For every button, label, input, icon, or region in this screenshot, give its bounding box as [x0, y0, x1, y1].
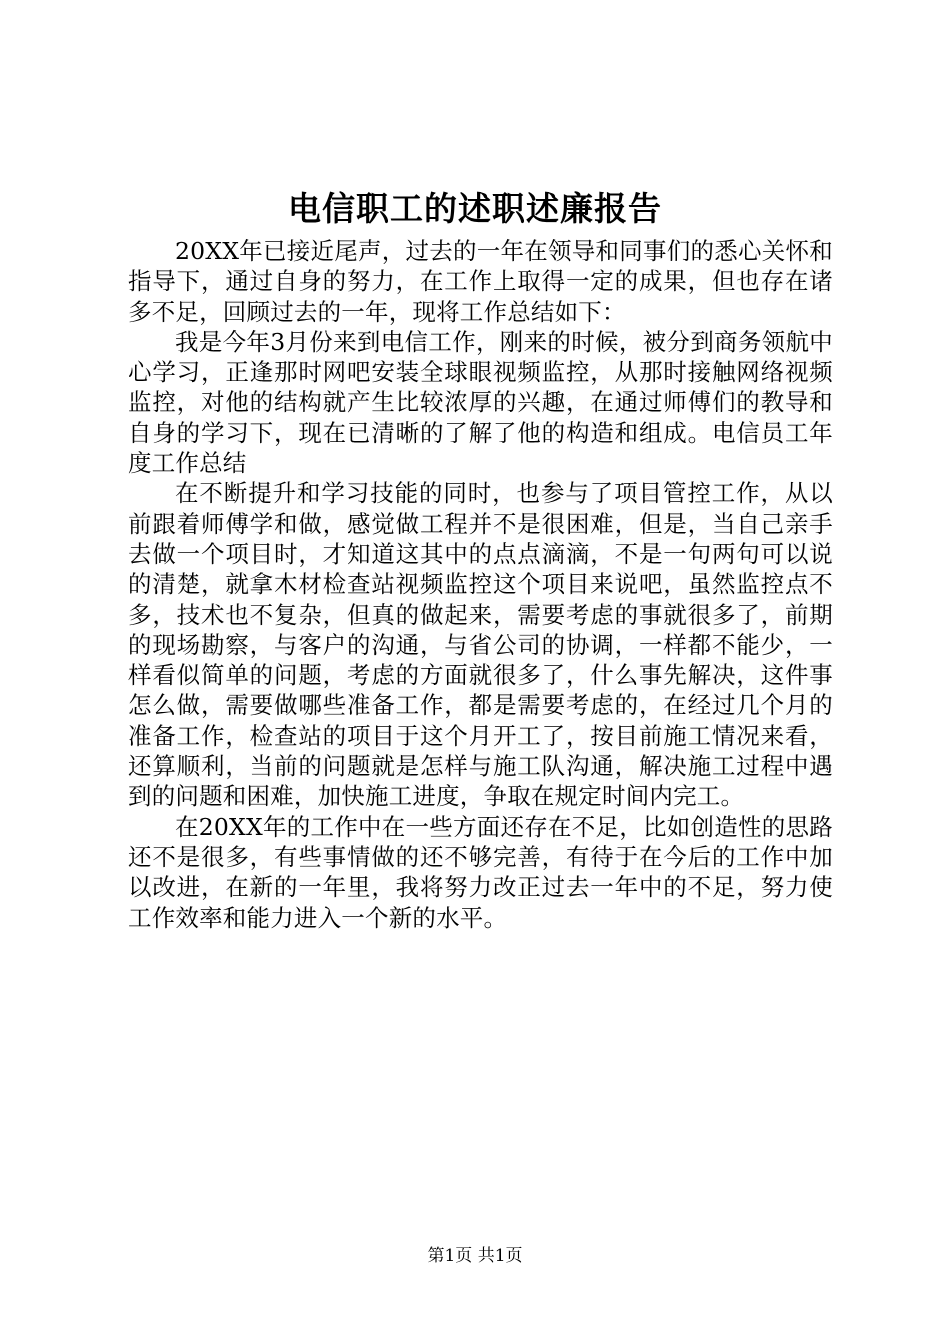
page-footer: 第1页 共1页 [427, 1246, 523, 1266]
page-title: 电信职工的述职述廉报告 [288, 189, 662, 228]
paragraph-intro: 20XX年已接近尾声，过去的一年在领导和同事们的悉心关怀和指导下，通过自身的努力，在工作上取得一定的成果，但也存在诸多不足，回顾过去的一年，现将工作总结如下： [128, 237, 833, 326]
paragraph-background: 我是今年3月份来到电信工作，刚来的时候，被分到商务领航中心学习，正逢那时网吧安装全球眼视频监控，从那时接触网络视频监控，对他的结构就产生比较浓厚的兴趣，在通过师傅们的教导和自身的学习下，现在已清晰的了解了他的构造和组成。电信员工年度工作总结 [128, 327, 833, 478]
document-body [128, 236, 833, 933]
paragraph-project-work: 在不断提升和学习技能的同时，也参与了项目管控工作，从以前跟着师傅学和做，感觉做工程并不是很困难，但是，当自己亲手去做一个项目时，才知道这其中的点点滴滴，不是一句两句可以说的清楚，就拿木材检查站视频监控这个项目来说吧，虽然监控点不多，技术也不复杂，但真的做起来，需要考虑的事就很多了，前期的现场勘察，与客户的沟通，与省公司的协调，一样都不能少，一样看似简单的问题，考虑的方面就很多了，什么事先解决，这件事怎么做，需要做哪些准备工作，都是需要考虑的，在经过几个月的准备工作，检查站的项目于这个月开工了，按目前施工情况来看，还算顺利，当前的问题就是怎样与施工队沟通，解决施工过程中遇到的问题和困难，加快施工进度，争取在规定时间内完工。 [128, 479, 833, 811]
paragraph-shortcomings: 在20XX年的工作中在一些方面还存在不足，比如创造性的思路还不是很多，有些事情做的还不够完善，有待于在今后的工作中加以改进，在新的一年里，我将努力改正过去一年中的不足，努力使工作效率和能力进入一个新的水平。 [128, 812, 833, 932]
